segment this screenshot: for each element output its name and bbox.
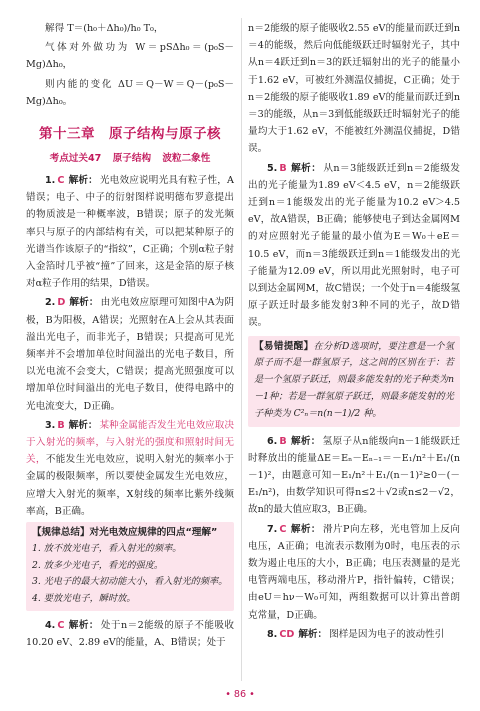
answer-letter: C (57, 175, 65, 187)
explanation-text: 由光电效应原理可知图中A为阴极，B为阳极，A错误；光照射在A上会从其表面溢出光电子，而非光子，B错误；只提高可见光频率并不会增加单位时间溢出的光电子数目，所以光电流不会变大，C错误；提高光照强度可以增加单位时间溢出的光电子数目，使得电路中的光电流变大，D正确。 (26, 297, 235, 412)
rule-summary-box (26, 522, 234, 611)
question-number: 2. (45, 297, 56, 309)
explanation-label: 解析： (68, 620, 99, 632)
explanation-text: 不能发生光电效应，说明入射光的频率小于金属的极限频率，所以要使金属发生光电效应，应增大入射光的频率，X射线的频率比紫外线频率高，B正确。 (26, 454, 235, 517)
question-number: 6. (267, 435, 278, 447)
answer-4-continued: n＝2能级的原子能吸收2.55 eV的能量而跃迁到n＝4的能级，然后向低能级跃迁时辐射光子，其中从n＝4跃迁到n＝3的跃迁辐射出的光子的能量小于1.62 eV，可被红外测温仪捕捉，C正确；处于n＝2能级的原子能吸收1.89 eV的能量而跃迁到n＝3的能级，从n＝3到低能级跃迁时辐射光子的能量均大于1.62 eV，不能被红外测温仪捕捉，D错误。 (248, 23, 460, 155)
section-topic-2: 波粒二象性 (162, 153, 211, 165)
answer-6 (248, 433, 460, 519)
highlighted-text: 某种金属能否发生光电效应取决于入射光的频率，与入射光的强度和照射时间无关， (26, 419, 234, 466)
question-number: 7. (267, 523, 278, 535)
right-column (248, 20, 460, 645)
left-column (26, 20, 234, 653)
error-tip-box (248, 336, 460, 427)
section-topic-1: 原子结构 (112, 153, 152, 165)
explanation-text: 氢原子从n能级向n－1能级跃迁时释放出的能量ΔE＝Eₙ－Eₙ₋₁＝－E₁/n²＋E₁/(n－1)²，由题意可知－E₁/n²＋E₁/(n－1)²≥0－(－E₁/n²)，由数学知识可得n≤2＋√2或n≤2－√2，故n的最大值应取3，B正确。 (248, 435, 460, 516)
internal-energy-line: 则内能的变化 ΔU＝Q－W＝Q－(p₀S－Mg)Δh₀。 (26, 78, 234, 107)
explanation-label: 解析： (69, 297, 99, 309)
rule-item: 4. 要放光电子，瞬时放。 (32, 592, 136, 604)
answer-letter: D (57, 297, 66, 309)
explanation-label: 解析： (68, 419, 98, 431)
question-number: 5. (267, 162, 278, 174)
answer-letter: C (279, 523, 287, 535)
answer-letter: B (279, 435, 287, 447)
answer-letter: B (279, 162, 287, 174)
explanation-label: 解析： (290, 162, 322, 174)
rule-item: 1. 放不放光电子，看入射光的频率。 (32, 543, 182, 555)
question-number: 3. (45, 419, 56, 431)
equation-line: 解得 T＝(h₀＋Δh₀)/h₀ T₀， (45, 23, 164, 34)
section-number: 考点过关47 (49, 153, 102, 165)
chapter-title: 第十三章 原子结构与原子核 (39, 126, 221, 143)
error-tip-body: 在分析D选项时，要注意是一个氢原子而不是一群氢原子，这之间的区别在于：若是一个氢原子跃迁，则最多能发射的光子种类为n－1种；若是一群氢原子跃迁，则最多能发射的光子种类为 C²ₙ＝n(n－1)/2 种。 (254, 340, 454, 419)
explanation-label: 解析： (298, 628, 328, 640)
section-heading (26, 150, 234, 164)
rule-summary-title: 【规律总结】对光电效应规律的四点“理解” (32, 527, 218, 539)
error-tip-title: 【易错提醒】 (254, 340, 314, 352)
answer-2 (26, 294, 234, 414)
page-number: • 86 • (225, 689, 255, 700)
question-number: 4. (45, 620, 56, 632)
question-number: 8. (267, 628, 278, 640)
answer-8 (248, 626, 460, 643)
answer-letter: B (57, 419, 65, 431)
answer-3 (26, 417, 234, 520)
answer-7 (248, 521, 460, 624)
explanation-label: 解析： (68, 175, 98, 187)
error-tip-text (254, 339, 454, 423)
answer-4 (26, 617, 234, 651)
explanation-text: 滑片P向左移，光电管加上反向电压，A正确；电流表示数刚为0时，电压表的示数为遏止电压的大小，B正确；电压表测量的是光电管两端电压，移动滑片P，指针偏转，C错误；由eU＝hν－W₀可知，两组数据可以计算出普朗克常量，D正确。 (248, 523, 460, 621)
explanation-label: 解析： (290, 523, 321, 535)
rule-item: 3. 光电子的最大初动能大小，看入射光的频率。 (32, 576, 228, 588)
rule-item: 2. 放多少光电子，看光的强度。 (32, 559, 164, 571)
column-divider (241, 18, 242, 681)
explanation-text: 图样是因为电子的波动性引 (329, 628, 445, 640)
explanation-text: 处于n＝2能级的原子不能吸收10.20 eV、2.89 eV的能量，A、B错误；处于 (26, 620, 234, 649)
answer-letter: C (57, 620, 65, 632)
answer-5 (248, 160, 460, 332)
explanation-text: 从n＝3能级跃迁到n＝2能级发出的光子能量为1.89 eV＜4.5 eV，n＝2能级跃迁到n＝1能级发出的光子能量为10.2 eV＞4.5 eV，故A错误，B正确；能够使电子到达金属网M的对应照射光子能量的最小值为E＝W₀＋eE＝10.5 eV，而n＝3能级跃迁到n＝1能级发出的光子能量为12.09 eV，所以用此光照射时，电子可以到达金属网M，故C错误；一个处于n＝4能级氢原子跃迁时最多能发射3种不同的光子，故D错误。 (248, 162, 460, 329)
answer-1 (26, 172, 234, 292)
explanation-text: 光电效应说明光具有粒子性，A错误；电子、中子的衍射图样说明德布罗意提出的物质波是一种概率波，B错误；原子的发光频率只与原子的内部结构有关，可以把某种原子的光谱当作该原子的“指纹”，C正确；个别α粒子射入金箔时几乎被“撞”了回来，这是金箔的原子核对α粒子作用的结果，D错误。 (26, 175, 234, 290)
explanation-label: 解析： (290, 435, 321, 447)
answer-letter: CD (279, 628, 295, 640)
question-number: 1. (45, 175, 56, 187)
work-line: 气体对外做功为 W＝pSΔh₀＝(p₀S－Mg)Δh₀， (26, 42, 234, 71)
